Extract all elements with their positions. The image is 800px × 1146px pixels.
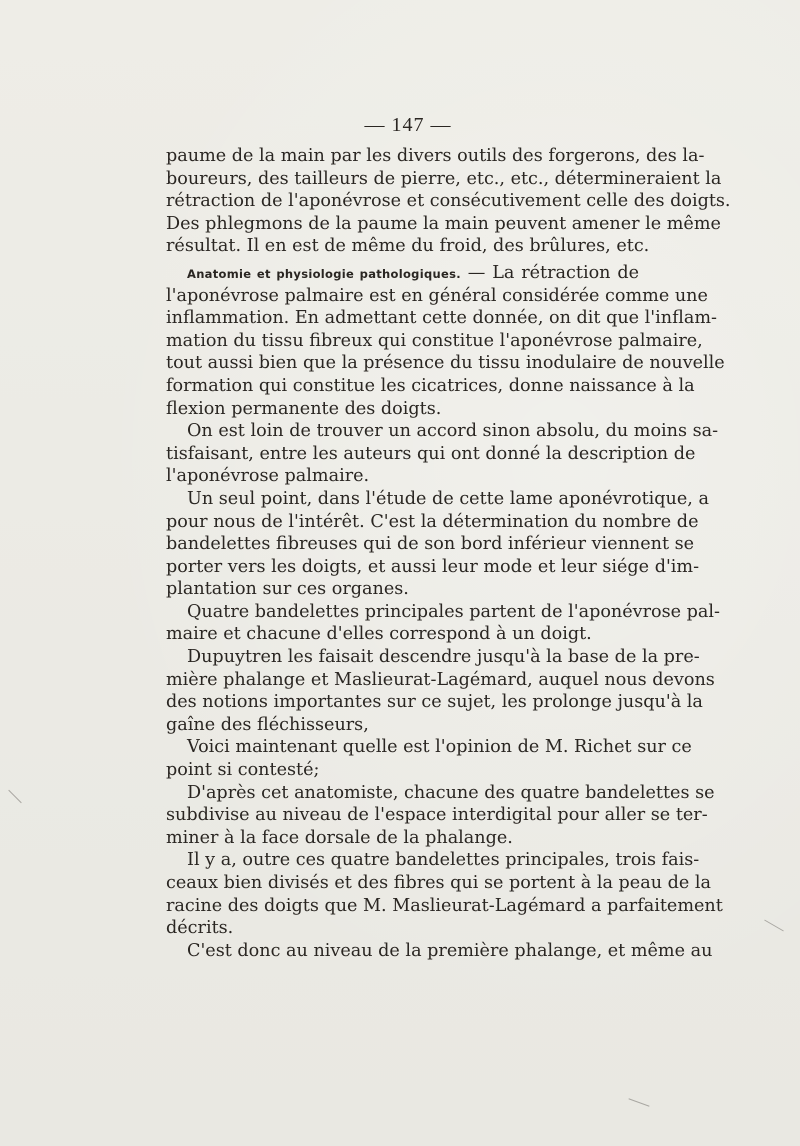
text-line: flexion permanente des doigts. (166, 398, 442, 419)
text-line: formation qui constitue les cicatrices, donne naissance à la (166, 375, 695, 396)
text-line: miner à la face dorsale de la phalange. (166, 827, 513, 848)
text-line: Des phlegmons de la paume la main peuvent amener le même (166, 213, 721, 234)
text-line: Il y a, outre ces quatre bandelettes principales, trois fais- (187, 850, 700, 871)
section-dash: — (460, 262, 486, 283)
text-line: mation du tissu fibreux qui constitue l'aponévrose palmaire, (166, 330, 703, 351)
text-line: racine des doigts que M. Maslieurat-Lagémard a parfaitement (166, 895, 723, 916)
text-line: porter vers les doigts, et aussi leur mode et leur siége d'im- (166, 556, 700, 577)
text-line: ceaux bien divisés et des fibres qui se portent à la peau de la (166, 873, 712, 893)
text-line: maire et chacune d'elles correspond à un doigt. (166, 624, 592, 645)
page-number: — 147 — (364, 114, 452, 136)
text-line: boureurs, des tailleurs de pierre, etc., etc., détermineraient la (166, 168, 722, 189)
body-text (166, 145, 731, 962)
text-line: On est loin de trouver un accord sinon absolu, du moins sa- (187, 421, 719, 442)
text-line: bandelettes fibreuses qui de son bord inférieur viennent se (166, 534, 695, 555)
text-line: subdivise au niveau de l'espace interdigital pour aller se ter- (166, 805, 708, 826)
text-line: l'aponévrose palmaire. (166, 466, 370, 487)
text-line: Dupuytren les faisait descendre jusqu'à la base de la pre- (187, 647, 700, 668)
text-line: Quatre bandelettes principales partent de l'aponévrose pal- (187, 601, 720, 622)
text-line: l'aponévrose palmaire est en général considérée comme une (166, 285, 708, 306)
section-heading-line (166, 262, 639, 285)
text-line: pour nous de l'intérêt. C'est la détermination du nombre de (166, 511, 699, 532)
text-line: inflammation. En admettant cette donnée, on dit que l'inflam- (166, 308, 717, 329)
text-line: décrits. (166, 918, 234, 939)
text-line: résultat. Il en est de même du froid, des brûlures, etc. (166, 236, 650, 257)
text-line: paume de la main par les divers outils des forgerons, des la- (166, 146, 705, 166)
scan-mark (628, 1098, 649, 1106)
text-line: mière phalange et Maslieurat-Lagémard, auquel nous devons (166, 669, 715, 690)
scan-mark (8, 790, 21, 803)
text-line: tisfaisant, entre les auteurs qui ont donné la description de (166, 443, 696, 464)
section-heading: Anatomie et physiologie pathologiques. (187, 266, 461, 281)
scan-mark (764, 920, 784, 932)
text-line: D'après cet anatomiste, chacune des quatre bandelettes se (187, 782, 715, 803)
text-line: Voici maintenant quelle est l'opinion de M. Richet sur ce (187, 737, 692, 758)
text-line: des notions importantes sur ce sujet, les prolonge jusqu'à la (166, 692, 703, 713)
text-line: plantation sur ces organes. (166, 579, 409, 600)
text-line: tout aussi bien que la présence du tissu inodulaire de nouvelle (166, 353, 725, 374)
text-line: point si contesté; (166, 760, 320, 781)
text-line: gaîne des fléchisseurs, (166, 714, 369, 735)
text-line: rétraction de l'aponévrose et consécutivement celle des doigts. (166, 191, 731, 212)
text-fragment: La rétraction de (485, 262, 640, 283)
text-line: C'est donc au niveau de la première phalange, et même au (187, 940, 713, 961)
text-line: Un seul point, dans l'étude de cette lame aponévrotique, a (187, 488, 709, 509)
